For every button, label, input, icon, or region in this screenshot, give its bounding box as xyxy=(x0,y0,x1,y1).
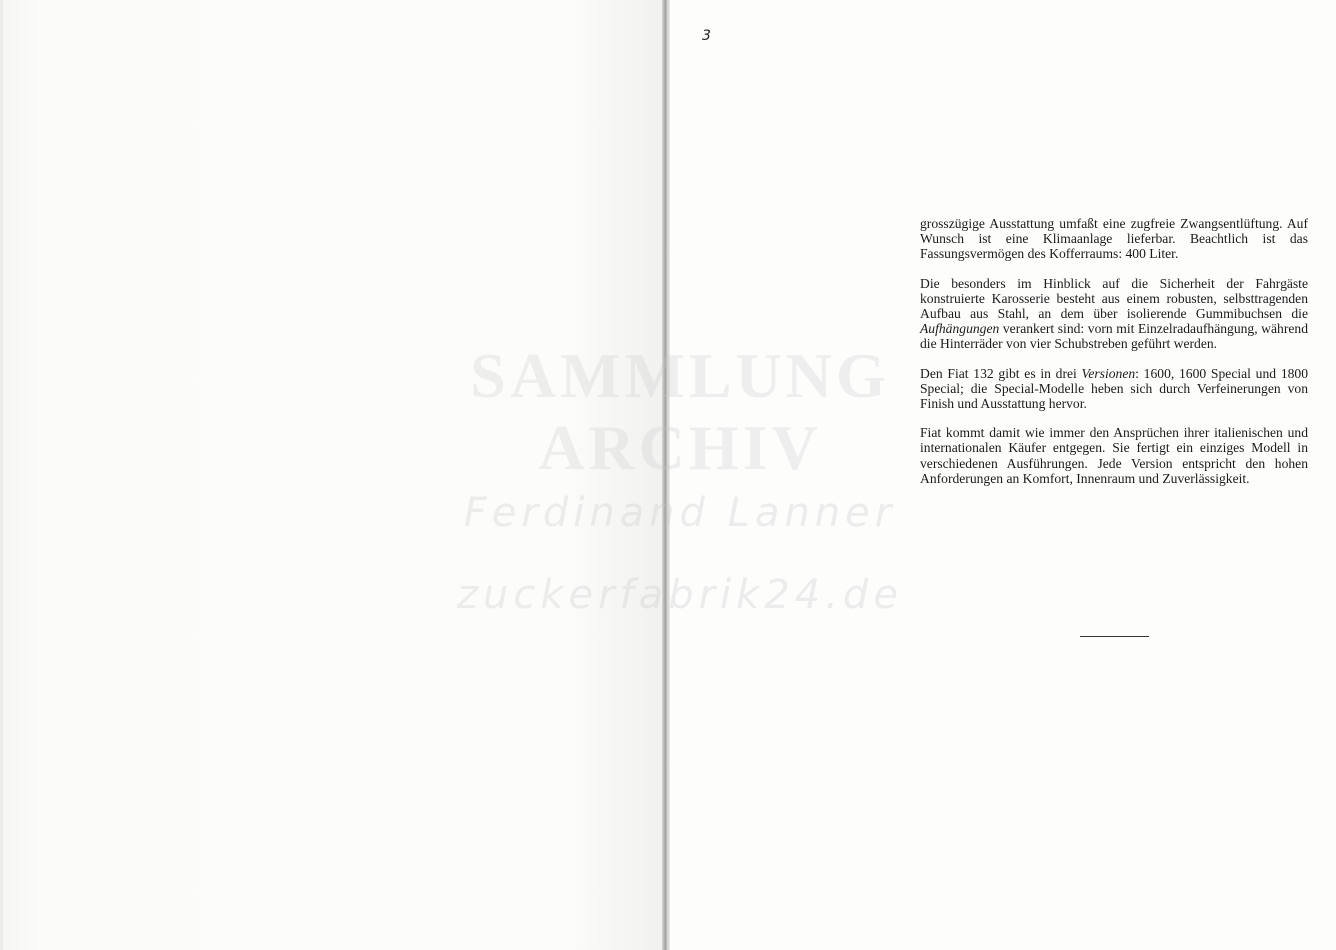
watermark-sammlung: SAMMLUNG xyxy=(470,340,890,411)
paragraph-2-after: verankert sind: vorn mit Einzelradaufhängung, während die Hinterräder von vier Schubstreben geführt werden. xyxy=(920,321,1308,352)
watermark-website: zuckerfabrik24.de xyxy=(457,572,903,618)
body-text xyxy=(920,216,1308,500)
page-number: 3 xyxy=(702,28,711,44)
left-page-edge xyxy=(0,0,3,950)
watermark-archiv: ARCHIV xyxy=(538,412,822,483)
binding-gutter xyxy=(662,0,670,950)
left-page-blank xyxy=(0,0,664,950)
paragraph-3-before: Den Fiat 132 gibt es in drei xyxy=(920,365,1082,381)
paragraph-fiat-customers xyxy=(920,425,1308,486)
paragraph-ventilation xyxy=(920,216,1308,262)
paragraph-body-construction xyxy=(920,276,1308,352)
paragraph-3-emphasis: Versionen xyxy=(1081,365,1136,381)
paragraph-2-before: Die besonders im Hinblick auf die Sicherheit der Fahrgäste konstruierte Karosserie besteht aus einem robusten, selbsttragenden Aufbau aus Stahl, an dem über isolierende Gummibuchsen die xyxy=(920,275,1308,322)
section-end-rule xyxy=(1080,636,1149,637)
paragraph-4-text: Fiat kommt damit wie immer den Ansprüchen ihrer italienischen und internationalen Käufer entgegen. Sie fertigt ein einziges Modell in verschiedenen Ausführungen. Jede Version entspricht den hohen Anforderungen an Komfort, Innenraum und Zuverlässigkeit. xyxy=(920,425,1308,486)
paragraph-2-emphasis: Aufhängungen xyxy=(920,321,1000,337)
paragraph-3-after: : 1600, 1600 Special und 1800 Special; die Special-Modelle heben sich durch Verfeinerungen von Finish und Ausstattung hervor. xyxy=(920,365,1309,412)
paragraph-1-text: grosszügige Ausstattung umfaßt eine zugfreie Zwangsentlüftung. Auf Wunsch ist eine Klimaanlage lieferbar. Beachtlich ist das Fassungsvermögen des Kofferraums: 400 Liter. xyxy=(920,216,1308,262)
watermark-owner: Ferdinand Lanner xyxy=(463,490,897,536)
paragraph-versions xyxy=(920,366,1308,412)
right-page xyxy=(670,0,1336,950)
